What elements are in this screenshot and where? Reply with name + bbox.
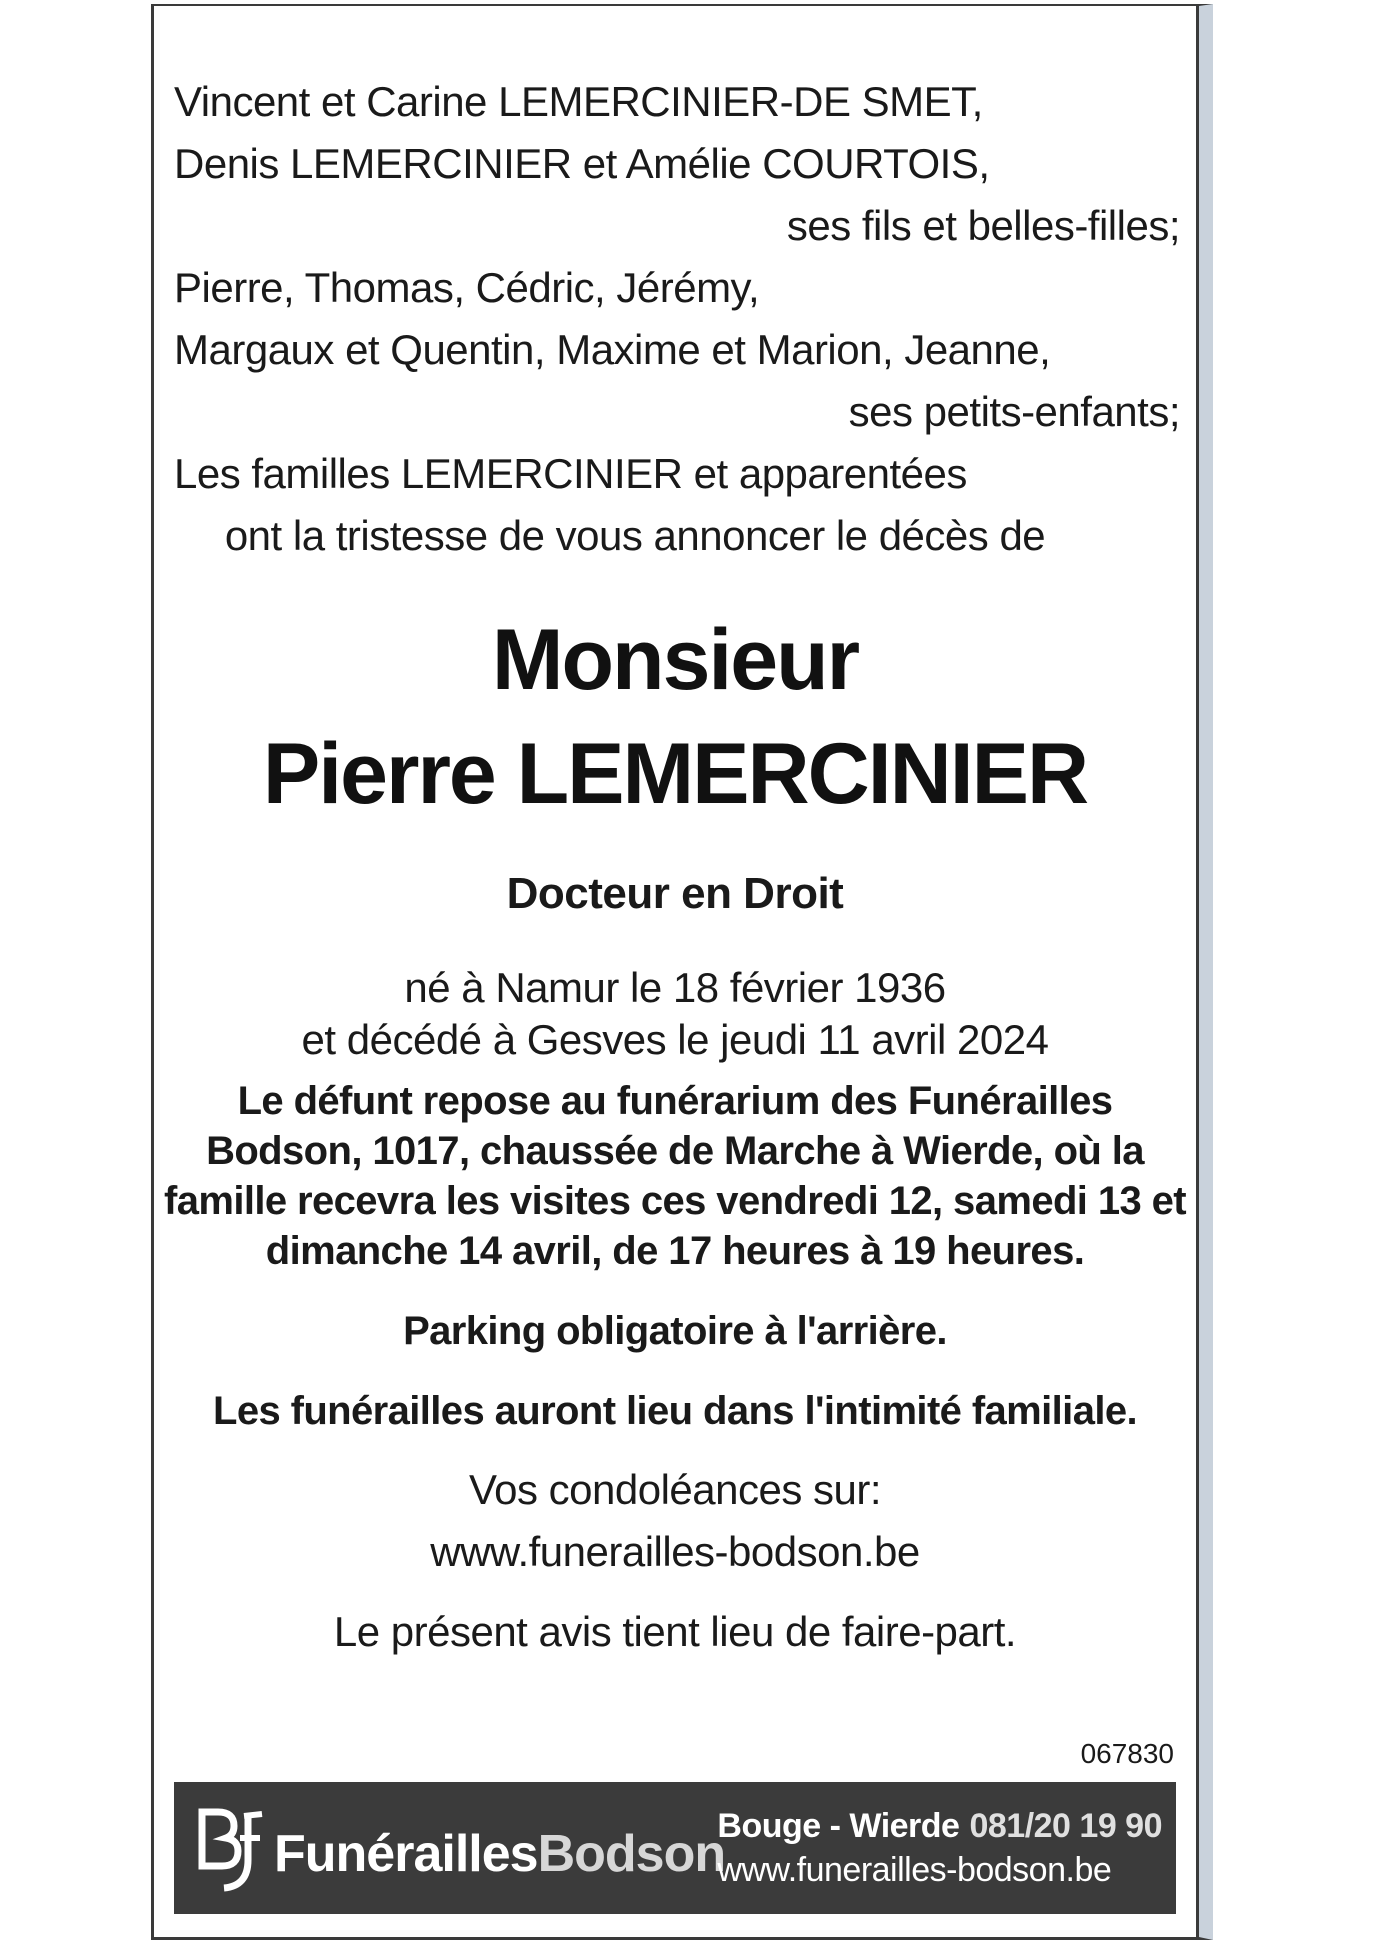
family-line-2: Denis LEMERCINIER et Amélie COURTOIS, <box>174 140 990 187</box>
brand-part-1: Funérailles <box>274 1825 538 1883</box>
relation-grandchildren: ses petits-enfants; <box>848 388 1180 435</box>
parking-note: Parking obligatoire à l'arrière. <box>403 1309 947 1353</box>
notice-statement: Le présent avis tient lieu de faire-part. <box>333 1608 1017 1655</box>
rest-line-4: dimanche 14 avril, de 17 heures à 19 heures. <box>265 1229 1085 1273</box>
brand-part-2: Bodson <box>537 1825 726 1883</box>
condolences-link[interactable]: www.funerailles-bodson.be <box>430 1528 920 1575</box>
family-line-1: Vincent et Carine LEMERCINIER-DE SMET, <box>174 78 983 125</box>
funeral-home-banner <box>174 1782 1176 1914</box>
condolences-label: Vos condoléances sur: <box>468 1466 882 1513</box>
brand-name <box>274 1824 725 1884</box>
family-line-5: Les familles LEMERCINIER et apparentées <box>174 450 967 497</box>
deceased-profession: Docteur en Droit <box>506 869 844 918</box>
family-line-3: Pierre, Thomas, Cédric, Jérémy, <box>174 264 760 311</box>
family-line-4: Margaux et Quentin, Maxime et Marion, Jeanne, <box>174 326 1051 373</box>
deceased-title: Monsieur <box>491 612 859 708</box>
contact-block <box>717 1804 1162 1892</box>
locations: Bouge - Wierde <box>717 1807 960 1845</box>
obituary-notice <box>151 4 1213 1940</box>
phone-number[interactable]: 081/20 19 90 <box>969 1807 1162 1845</box>
bodson-logo-icon <box>196 1804 266 1894</box>
funeral-note: Les funérailles auront lieu dans l'intimité familiale. <box>212 1389 1138 1433</box>
relation-sons: ses fils et belles-filles; <box>786 202 1180 249</box>
contact-locations-line <box>717 1804 1162 1848</box>
rest-line-3: famille recevra les visites ces vendredi 12, samedi 13 et <box>163 1179 1186 1223</box>
rest-line-1: Le défunt repose au funérarium des Funérailles <box>237 1079 1113 1123</box>
deceased-name: Pierre LEMERCINIER <box>262 726 1088 822</box>
announcement-line: ont la tristesse de vous annoncer le décès de <box>224 512 1046 559</box>
rest-line-2: Bodson, 1017, chaussée de Marche à Wierde, où la <box>206 1129 1144 1173</box>
reference-number: 067830 <box>1080 1738 1174 1769</box>
birth-info: né à Namur le 18 février 1936 <box>404 964 946 1011</box>
death-info: et décédé à Gesves le jeudi 11 avril 2024 <box>301 1016 1049 1063</box>
notice-frame <box>154 6 1199 1937</box>
footer-website[interactable]: www.funerailles-bodson.be <box>717 1851 1112 1889</box>
